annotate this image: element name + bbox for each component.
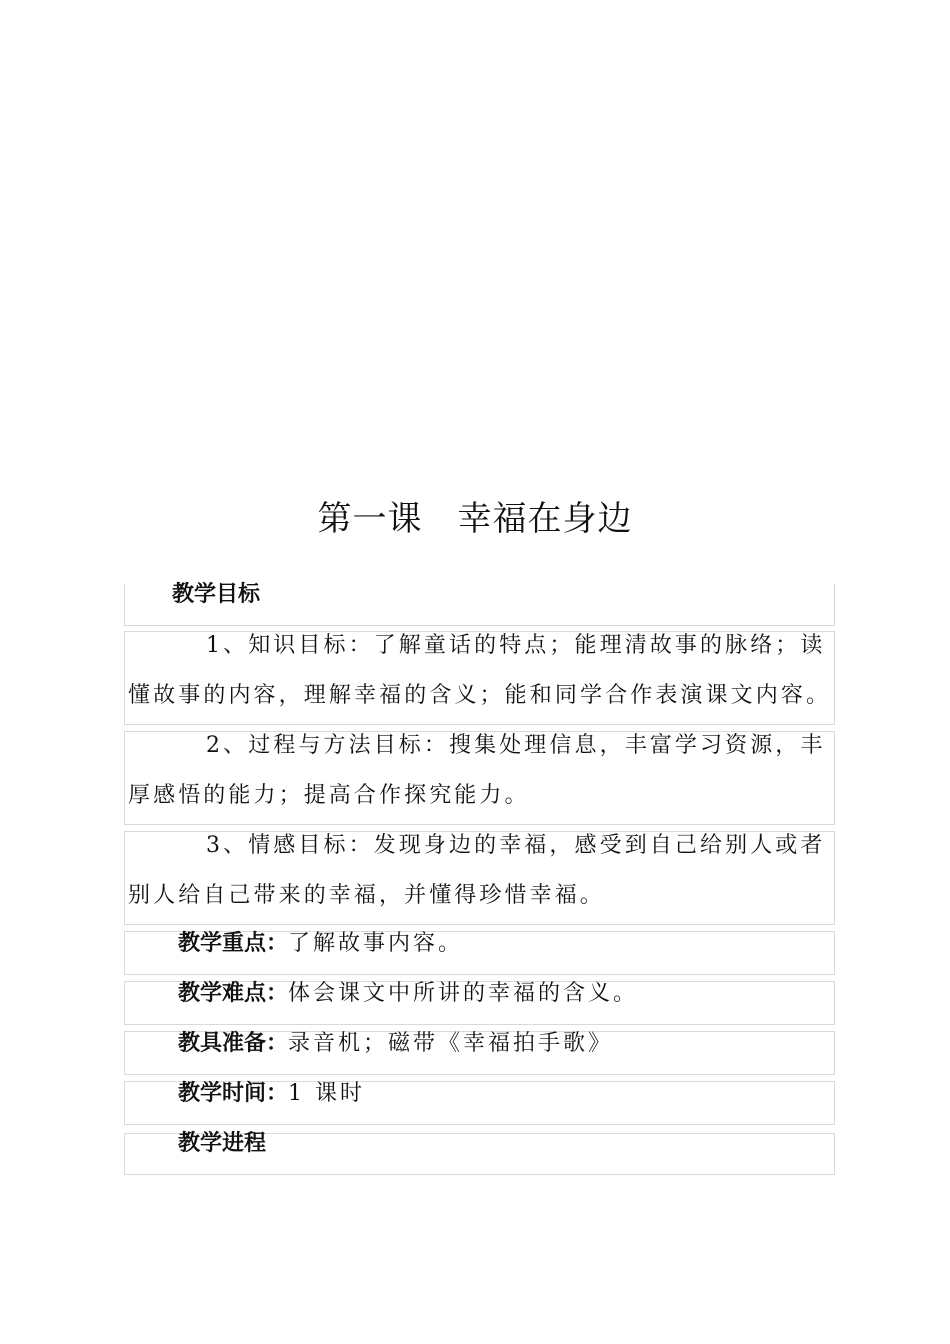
key-point-row: [178, 929, 463, 961]
key-point-label: 教学重点：: [178, 931, 289, 956]
objective-3-line-2: 别人给自己带来的幸福，并懂得珍惜幸福。: [128, 883, 605, 908]
materials-value: 录音机；磁带《幸福拍手歌》: [288, 1031, 614, 1056]
objective-1-line-1: 1、知识目标：了解童话的特点；能理清故事的脉络；读: [206, 633, 826, 658]
objective-3-line-1: 3、情感目标：发现身边的幸福，感受到自己给别人或者: [206, 833, 826, 858]
objective-2-line-2: 厚感悟的能力；提高合作探究能力。: [128, 783, 530, 808]
key-point-value: 了解故事内容。: [288, 931, 464, 956]
objective-2-line-1: 2、过程与方法目标：搜集处理信息，丰富学习资源，丰: [206, 733, 826, 758]
time-row: [178, 1079, 365, 1111]
difficulty-row: [178, 979, 638, 1011]
objective-1-line-2: 懂故事的内容，理解幸福的含义；能和同学合作表演课文内容。: [128, 683, 828, 708]
materials-row: [178, 1029, 613, 1061]
objectives-heading: 教学目标: [172, 582, 261, 607]
materials-label: 教具准备：: [178, 1031, 289, 1056]
difficulty-value: 体会课文中所讲的幸福的含义。: [288, 981, 639, 1006]
time-value: 1 课时: [288, 1081, 366, 1106]
difficulty-label: 教学难点：: [178, 981, 289, 1006]
lesson-title: 第一课 幸福在身边: [317, 499, 633, 539]
process-heading: 教学进程: [178, 1131, 267, 1156]
time-label: 教学时间：: [178, 1081, 289, 1106]
